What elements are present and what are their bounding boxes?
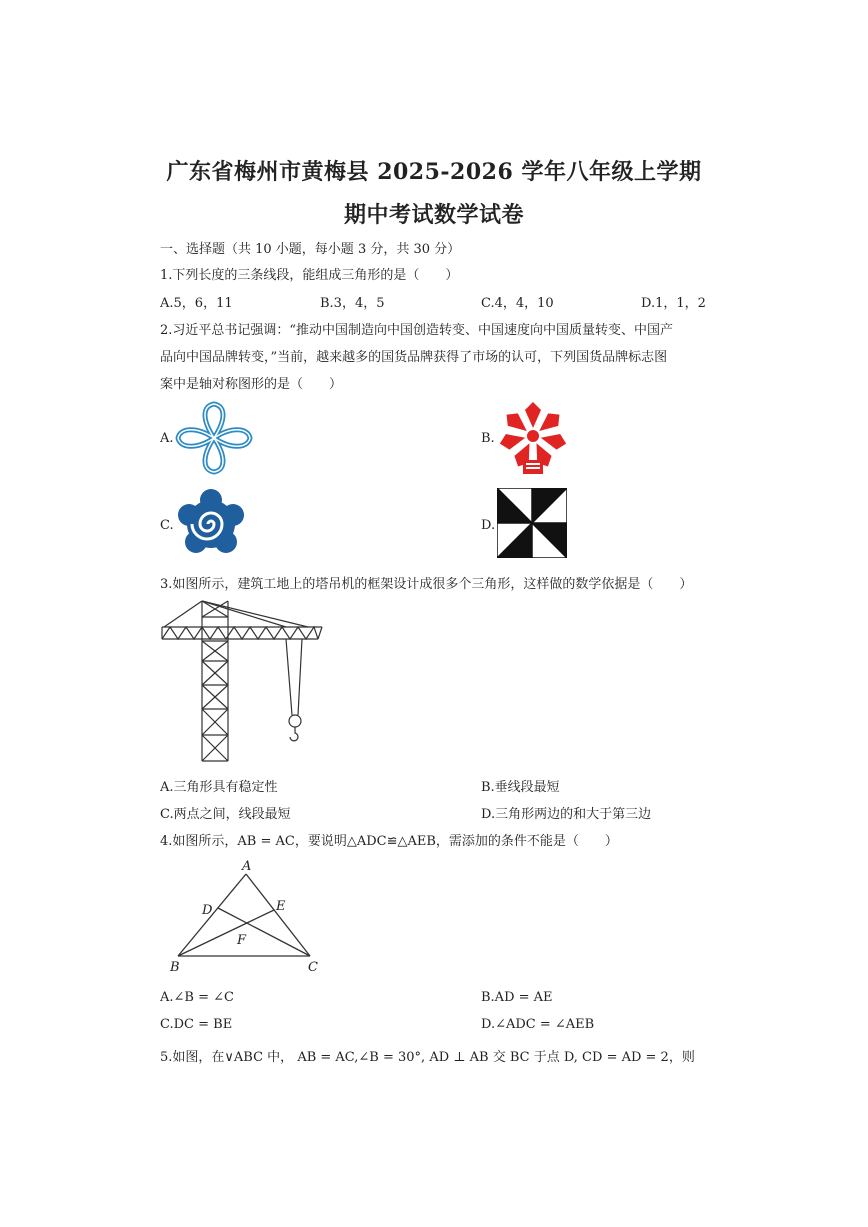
q1-option-a: A.5，6，11: [160, 296, 233, 311]
q3-option-c: C.两点之间，线段最短: [160, 807, 291, 822]
q3-option-a: A.三角形具有稳定性: [160, 780, 278, 795]
q4-option-a: A.∠B = ∠C: [160, 990, 234, 1005]
q1-option-d: D.1，1，2: [641, 296, 706, 311]
point-label-c: C: [308, 960, 318, 975]
q1-stem: 1.下列长度的三条线段，能组成三角形的是（ ）: [160, 268, 459, 283]
point-label-a: A: [242, 859, 252, 874]
q2-label-d: D.: [481, 518, 496, 533]
q2-label-c: C.: [160, 518, 174, 533]
q3-option-b: B.垂线段最短: [481, 780, 560, 795]
q4-stem: 4.如图所示，AB = AC，要说明△ADC≌△AEB，需添加的条件不能是（ ）: [160, 834, 618, 849]
page-subtitle: 期中考试数学试卷: [343, 202, 524, 228]
q2-stem-line1: 2.习近平总书记强调：“推动中国制造向中国创造转变、中国速度向中国质量转变、中国产: [160, 323, 674, 338]
q4-option-d: D.∠ADC = ∠AEB: [481, 1017, 595, 1032]
q4-option-b: B.AD = AE: [481, 990, 553, 1005]
q4-option-c: C.DC = BE: [160, 1017, 233, 1032]
q3-stem: 3.如图所示，建筑工地上的塔吊机的框架设计成很多个三角形，这样做的数学依据是（ ）: [160, 577, 693, 592]
q2-label-b: B.: [481, 431, 495, 446]
point-label-b: B: [170, 960, 180, 975]
q5-stem: 5.如图，在∨ABC 中， AB = AC,∠B = 30°, AD ⊥ AB 交 BC 于点 D, CD = AD = 2，则: [160, 1050, 695, 1065]
flower-logo-b: [493, 400, 573, 478]
point-label-d: D: [202, 903, 213, 918]
q2-stem-line2: 品向中国品牌转变，”当前，越来越多的国货品牌获得了市场的认可，下列国货品牌标志图: [160, 350, 668, 365]
page-title: 广东省梅州市黄梅县 2025-2026 学年八年级上学期: [166, 159, 702, 185]
point-label-f: F: [237, 933, 247, 948]
triangle-figure: [162, 858, 332, 978]
q1-option-c: C.4，4，10: [481, 296, 554, 311]
swirl-logo-a: [172, 400, 256, 476]
q2-label-a: A.: [160, 431, 174, 446]
q2-stem-line3: 案中是轴对称图形的是（ ）: [160, 377, 343, 392]
tower-crane-figure: [158, 597, 326, 765]
q1-option-b: B.3，4，5: [320, 296, 385, 311]
section-heading: 一、选择题（共 10 小题，每小题 3 分，共 30 分）: [160, 242, 461, 257]
pinwheel-logo-d: [497, 488, 567, 558]
point-label-e: E: [276, 899, 286, 914]
cloud-logo-c: [174, 488, 248, 562]
q3-option-d: D.三角形两边的和大于第三边: [481, 807, 652, 822]
